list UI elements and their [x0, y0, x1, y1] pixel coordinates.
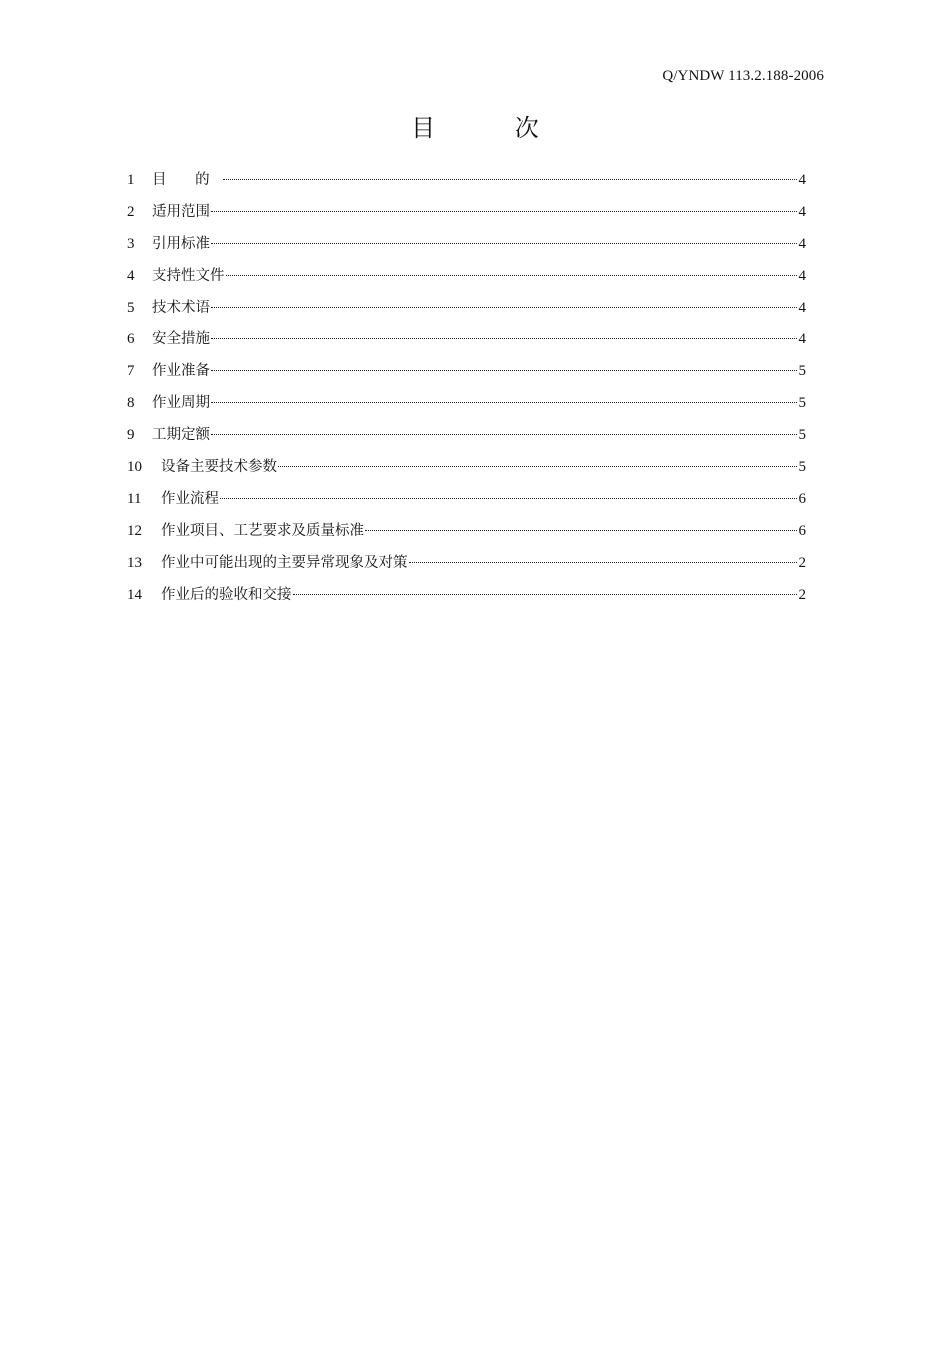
toc-entry-title: 作业准备 [152, 363, 210, 380]
toc-entry-number: 6 [127, 331, 135, 348]
toc-entry-page: 4 [798, 235, 806, 252]
toc-entry-title: 支持性文件 [152, 267, 225, 284]
toc-entry-page: 4 [798, 299, 806, 316]
toc-entry-number: 4 [127, 267, 135, 284]
toc-entry-title: 适用范围 [152, 203, 210, 220]
dot-leader [220, 498, 797, 499]
toc-entry-number: 2 [127, 203, 135, 220]
dot-leader [211, 211, 797, 212]
toc-entry-number: 10 [127, 459, 142, 476]
toc-entry-11[interactable] [127, 486, 806, 518]
toc-entry-page: 4 [798, 172, 806, 188]
toc-entry-title: 目 的 [152, 172, 222, 188]
toc-entry-page: 5 [798, 363, 806, 380]
toc-entry-page: 6 [798, 490, 806, 507]
dot-leader [409, 562, 798, 563]
toc-entry-6[interactable] [127, 326, 806, 358]
dot-leader [211, 243, 797, 244]
toc-entry-14[interactable] [127, 582, 806, 614]
toc-entry-title: 设备主要技术参数 [161, 459, 277, 476]
toc-entry-page: 4 [798, 331, 806, 348]
toc-entry-number: 8 [127, 395, 135, 412]
toc-entry-title: 作业周期 [152, 395, 210, 412]
toc-entry-13[interactable] [127, 550, 806, 582]
dot-leader [278, 466, 797, 467]
dot-leader [223, 179, 797, 180]
toc-entry-5[interactable] [127, 295, 806, 327]
toc-entry-9[interactable] [127, 422, 806, 454]
toc-entry-page: 5 [798, 395, 806, 412]
toc-entry-title: 工期定额 [152, 427, 210, 444]
toc-entry-number: 11 [127, 490, 142, 507]
toc-entry-page: 2 [798, 586, 806, 603]
toc-entry-number: 12 [127, 522, 142, 539]
toc-entry-page: 2 [798, 554, 806, 571]
toc-entry-12[interactable] [127, 518, 806, 550]
dot-leader [211, 402, 797, 403]
toc-entry-number: 7 [127, 363, 135, 380]
toc-entry-page: 4 [798, 203, 806, 220]
table-of-contents [127, 167, 806, 613]
dot-leader [293, 594, 798, 595]
document-code: Q/YNDW 113.2.188-2006 [662, 68, 824, 84]
dot-leader [211, 338, 797, 339]
toc-entry-title: 技术术语 [152, 299, 210, 316]
toc-entry-7[interactable] [127, 358, 806, 390]
dot-leader [226, 275, 798, 276]
toc-entry-title: 安全措施 [152, 331, 210, 348]
toc-entry-page: 5 [798, 427, 806, 444]
toc-entry-page: 4 [798, 267, 806, 284]
dot-leader [365, 530, 797, 531]
toc-entry-title: 作业流程 [161, 490, 219, 507]
toc-entry-10[interactable] [127, 454, 806, 486]
toc-entry-number: 9 [127, 427, 135, 444]
toc-entry-8[interactable] [127, 390, 806, 422]
toc-entry-number: 1 [127, 172, 135, 188]
toc-entry-number: 14 [127, 586, 142, 603]
toc-entry-title: 作业项目、工艺要求及质量标准 [161, 522, 364, 539]
toc-entry-4[interactable] [127, 263, 806, 295]
toc-entry-number: 13 [127, 554, 142, 571]
toc-entry-page: 6 [798, 522, 806, 539]
toc-entry-number: 5 [127, 299, 135, 316]
toc-entry-3[interactable] [127, 231, 806, 263]
toc-entry-title: 作业后的验收和交接 [161, 586, 292, 603]
toc-entry-2[interactable] [127, 199, 806, 231]
toc-title: 目 次 [411, 114, 575, 142]
dot-leader [211, 434, 797, 435]
toc-entry-title: 引用标准 [152, 235, 210, 252]
dot-leader [211, 307, 797, 308]
toc-entry-1[interactable] [127, 167, 806, 199]
toc-entry-title: 作业中可能出现的主要异常现象及对策 [161, 554, 408, 571]
dot-leader [211, 370, 797, 371]
toc-entry-page: 5 [798, 459, 806, 476]
toc-entry-number: 3 [127, 235, 135, 252]
